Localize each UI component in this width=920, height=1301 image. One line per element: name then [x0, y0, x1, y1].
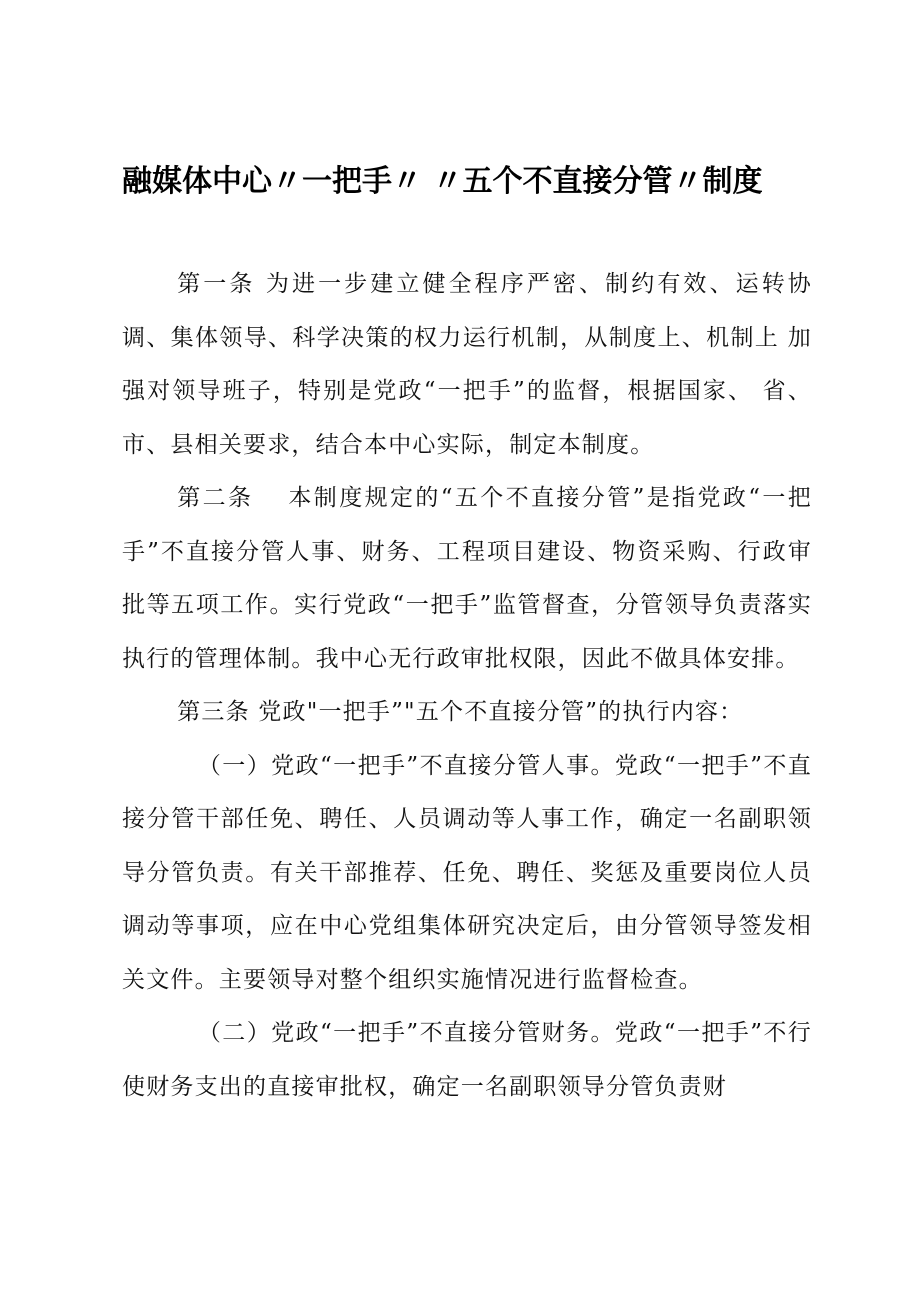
document-title: 融媒体中心〃一把手〃 〃五个不直接分管〃制度	[122, 164, 763, 199]
item-1-personnel-paragraph: （一）党政“一把手”不直接分管人事。党政“一把手”不直接分管干部任免、聘任、人员调动等人事工作，确定一名副职领导分管负责。有关干部推荐、任免、聘任、奖惩及重要岗位人员调动等事项，应在中心党组集体研究决定后，由分管领导签发相关文件。主要领导对整个组织实施情况进行监督检查。	[122, 752, 812, 993]
article-3-paragraph: 第三条 党政"一把手”"五个不直接分管”的执行内容：	[177, 699, 744, 725]
article-1-paragraph: 第一条 为进一步建立健全程序严密、制约有效、运转协 调、集体领导、科学决策的权力运行机制，从制度上、机制上 加强对领导班子，特别是党政“一把手”的监督，根据国家、 省、市、县相关要求，结合本中心实际，制定本制度。	[122, 271, 812, 458]
article-2-paragraph: 第二条 本制度规定的“五个不直接分管”是指党政“一把手”不直接分管人事、财务、工程项目建设、物资采购、行政审批等五项工作。实行党政“一把手”监管督查，分管领导负责落实执行的管理体制。我中心无行政审批权限，因此不做具体安排。	[122, 485, 812, 672]
document-body	[122, 258, 812, 1114]
item-2-finance-paragraph: （二）党政“一把手”不直接分管财务。党政“一把手”不行使财务支出的直接审批权，确定一名副职领导分管负责财	[122, 1020, 812, 1100]
